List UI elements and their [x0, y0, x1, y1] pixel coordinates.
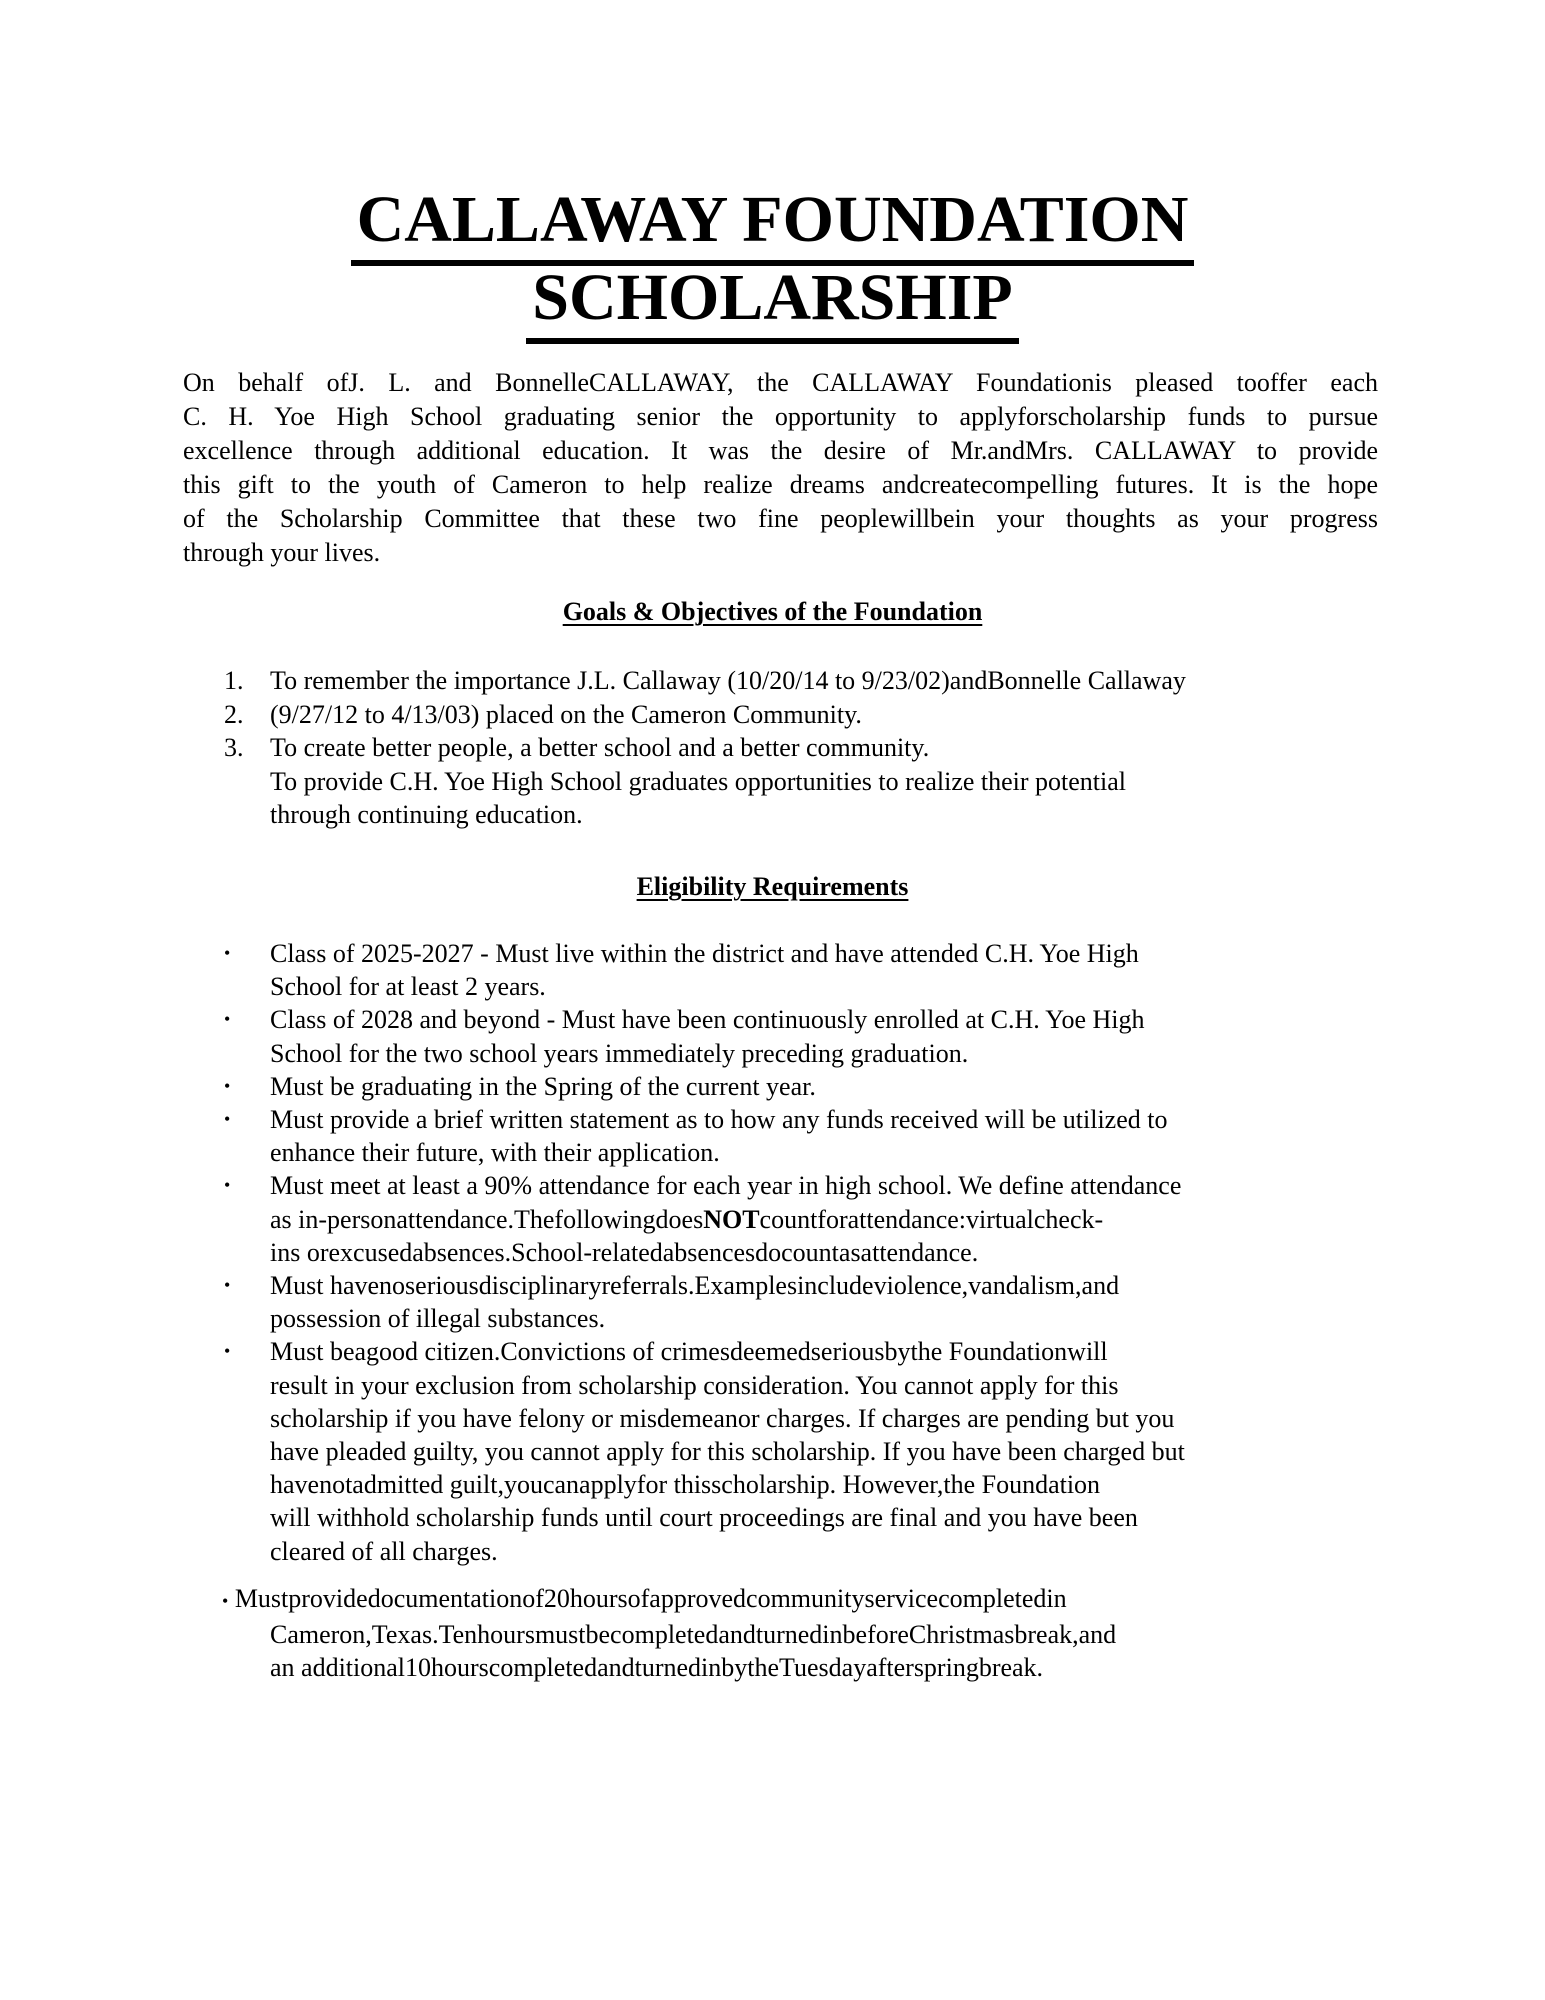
item-line: School for at least 2 years. — [270, 972, 546, 1002]
goal-text: To provide C.H. Yoe High School graduates opportunities to realize their potential — [270, 766, 1127, 796]
bullet-icon: • — [224, 1009, 231, 1030]
eligibility-item — [220, 1103, 1185, 1169]
item-line: result in your exclusion from scholarship consideration. You cannot apply for this — [270, 1370, 1119, 1400]
eligibility-item — [220, 1269, 1185, 1335]
goal-text: through continuing education. — [270, 800, 583, 829]
intro-paragraph — [183, 366, 1378, 570]
intro-line: excellence through additional education. It was the desire of Mr.andMrs. CALLAWAY to provide — [183, 436, 1378, 465]
item-text: Mustprovidedocumentationof20hoursofapprovedcommunityservicecompletedin — [234, 1583, 1067, 1613]
item-line: School for the two school years immediately preceding graduation. — [270, 1038, 969, 1068]
item-line: an additional10hourscompletedandturnedinbytheTuesdayafterspringbreak. — [270, 1653, 1044, 1683]
goal-item — [220, 798, 1186, 832]
item-line: Must meet at least a 90% attendance for each year in high school. We define attendance — [270, 1171, 1182, 1201]
bullet-icon: • — [224, 1341, 231, 1362]
goal-item — [220, 664, 1186, 698]
intro-line: of the Scholarship Committee that these two fine peoplewillbein your thoughts as your progress — [183, 504, 1378, 533]
item-line — [270, 1203, 1185, 1236]
eligibility-item — [220, 1003, 1185, 1069]
eligibility-item — [220, 1335, 1185, 1567]
bullet-icon: • — [224, 1109, 231, 1130]
bullet-icon: • — [224, 1175, 231, 1196]
eligibility-item — [220, 1169, 1185, 1269]
goal-text: (9/27/12 to 4/13/03) placed on the Cameron Community. — [270, 699, 862, 729]
title-text-2: SCHOLARSHIP — [526, 258, 1018, 344]
bullet-icon: • — [224, 943, 231, 963]
goal-item — [220, 765, 1186, 799]
item-line: cleared of all charges. — [270, 1536, 498, 1566]
goal-number: 3. — [224, 733, 244, 762]
item-line: ins orexcusedabsences.School-relatedabsencesdocountasattendance. — [270, 1237, 979, 1267]
intro-line: this gift to the youth of Cameron to help realize dreams andcreatecompelling futures. It is the hope — [183, 470, 1378, 499]
item-line: have pleaded guilty, you cannot apply for this scholarship. If you have been charged but — [270, 1437, 1185, 1467]
intro-line: C. H. Yoe High School graduating senior the opportunity to applyforscholarship funds to pursue — [183, 402, 1378, 431]
eligibility-item — [220, 937, 1185, 1003]
item-line: scholarship if you have felony or misdemeanor charges. If charges are pending but you — [270, 1403, 1175, 1433]
title-line-1 — [0, 180, 1545, 266]
goals-heading — [0, 596, 1545, 628]
goal-text: To create better people, a better school and a better community. — [270, 733, 930, 762]
item-line: possession of illegal substances. — [270, 1304, 606, 1334]
item-text: countforattendance:virtualcheck- — [759, 1204, 1104, 1234]
item-line: will withhold scholarship funds until court proceedings are final and you have been — [270, 1503, 1138, 1533]
item-line: Must beagood citizen.Convictions of crimesdeemedseriousbythe Foundationwill — [270, 1337, 1108, 1367]
intro-line: through your lives. — [183, 538, 381, 567]
eligibility-heading — [0, 871, 1545, 903]
eligibility-heading-text: Eligibility Requirements — [636, 872, 909, 901]
intro-line: On behalf ofJ. L. and BonnelleCALLAWAY, the CALLAWAY Foundationis pleased tooffer each — [183, 368, 1378, 397]
emphasis-not: NOT — [703, 1204, 760, 1234]
goal-item — [220, 731, 1186, 765]
item-line: Class of 2025-2027 - Must live within the district and have attended C.H. Yoe High — [270, 939, 1139, 968]
item-line: havenotadmitted guilt,youcanapplyfor thisscholarship. However,the Foundation — [270, 1470, 1101, 1500]
eligibility-list — [220, 937, 1185, 1684]
eligibility-item — [220, 1582, 1185, 1685]
item-line: Class of 2028 and beyond - Must have been continuously enrolled at C.H. Yoe High — [270, 1005, 1145, 1035]
item-line: enhance their future, with their application. — [270, 1138, 720, 1168]
item-line: Must havenoseriousdisciplinaryreferrals.Examplesincludeviolence,vandalism,and — [270, 1271, 1120, 1301]
spacer — [220, 1568, 1185, 1582]
bullet-icon: • — [224, 1275, 231, 1296]
goals-list — [220, 664, 1186, 832]
bullet-icon: • — [222, 1590, 229, 1611]
item-line — [222, 1582, 1185, 1618]
eligibility-item — [220, 1070, 1185, 1103]
item-line: Must be graduating in the Spring of the current year. — [270, 1071, 816, 1101]
goal-item — [220, 698, 1186, 732]
bullet-icon: • — [224, 1075, 231, 1096]
goal-text: To remember the importance J.L. Callaway (10/20/14 to 9/23/02)andBonnelle Callaway — [270, 666, 1186, 695]
goal-number: 2. — [224, 699, 244, 729]
goal-number: 1. — [224, 666, 244, 695]
title-text-1: CALLAWAY FOUNDATION — [351, 180, 1195, 266]
item-text: as in-personattendance.Thefollowingdoes — [270, 1204, 704, 1234]
item-line: Must provide a brief written statement as to how any funds received will be utilized to — [270, 1105, 1168, 1135]
item-line: Cameron,Texas.TenhoursmustbecompletedandturnedinbeforeChristmasbreak,and — [270, 1620, 1117, 1650]
goals-heading-text: Goals & Objectives of the Foundation — [562, 597, 983, 626]
title-line-2 — [0, 258, 1545, 344]
